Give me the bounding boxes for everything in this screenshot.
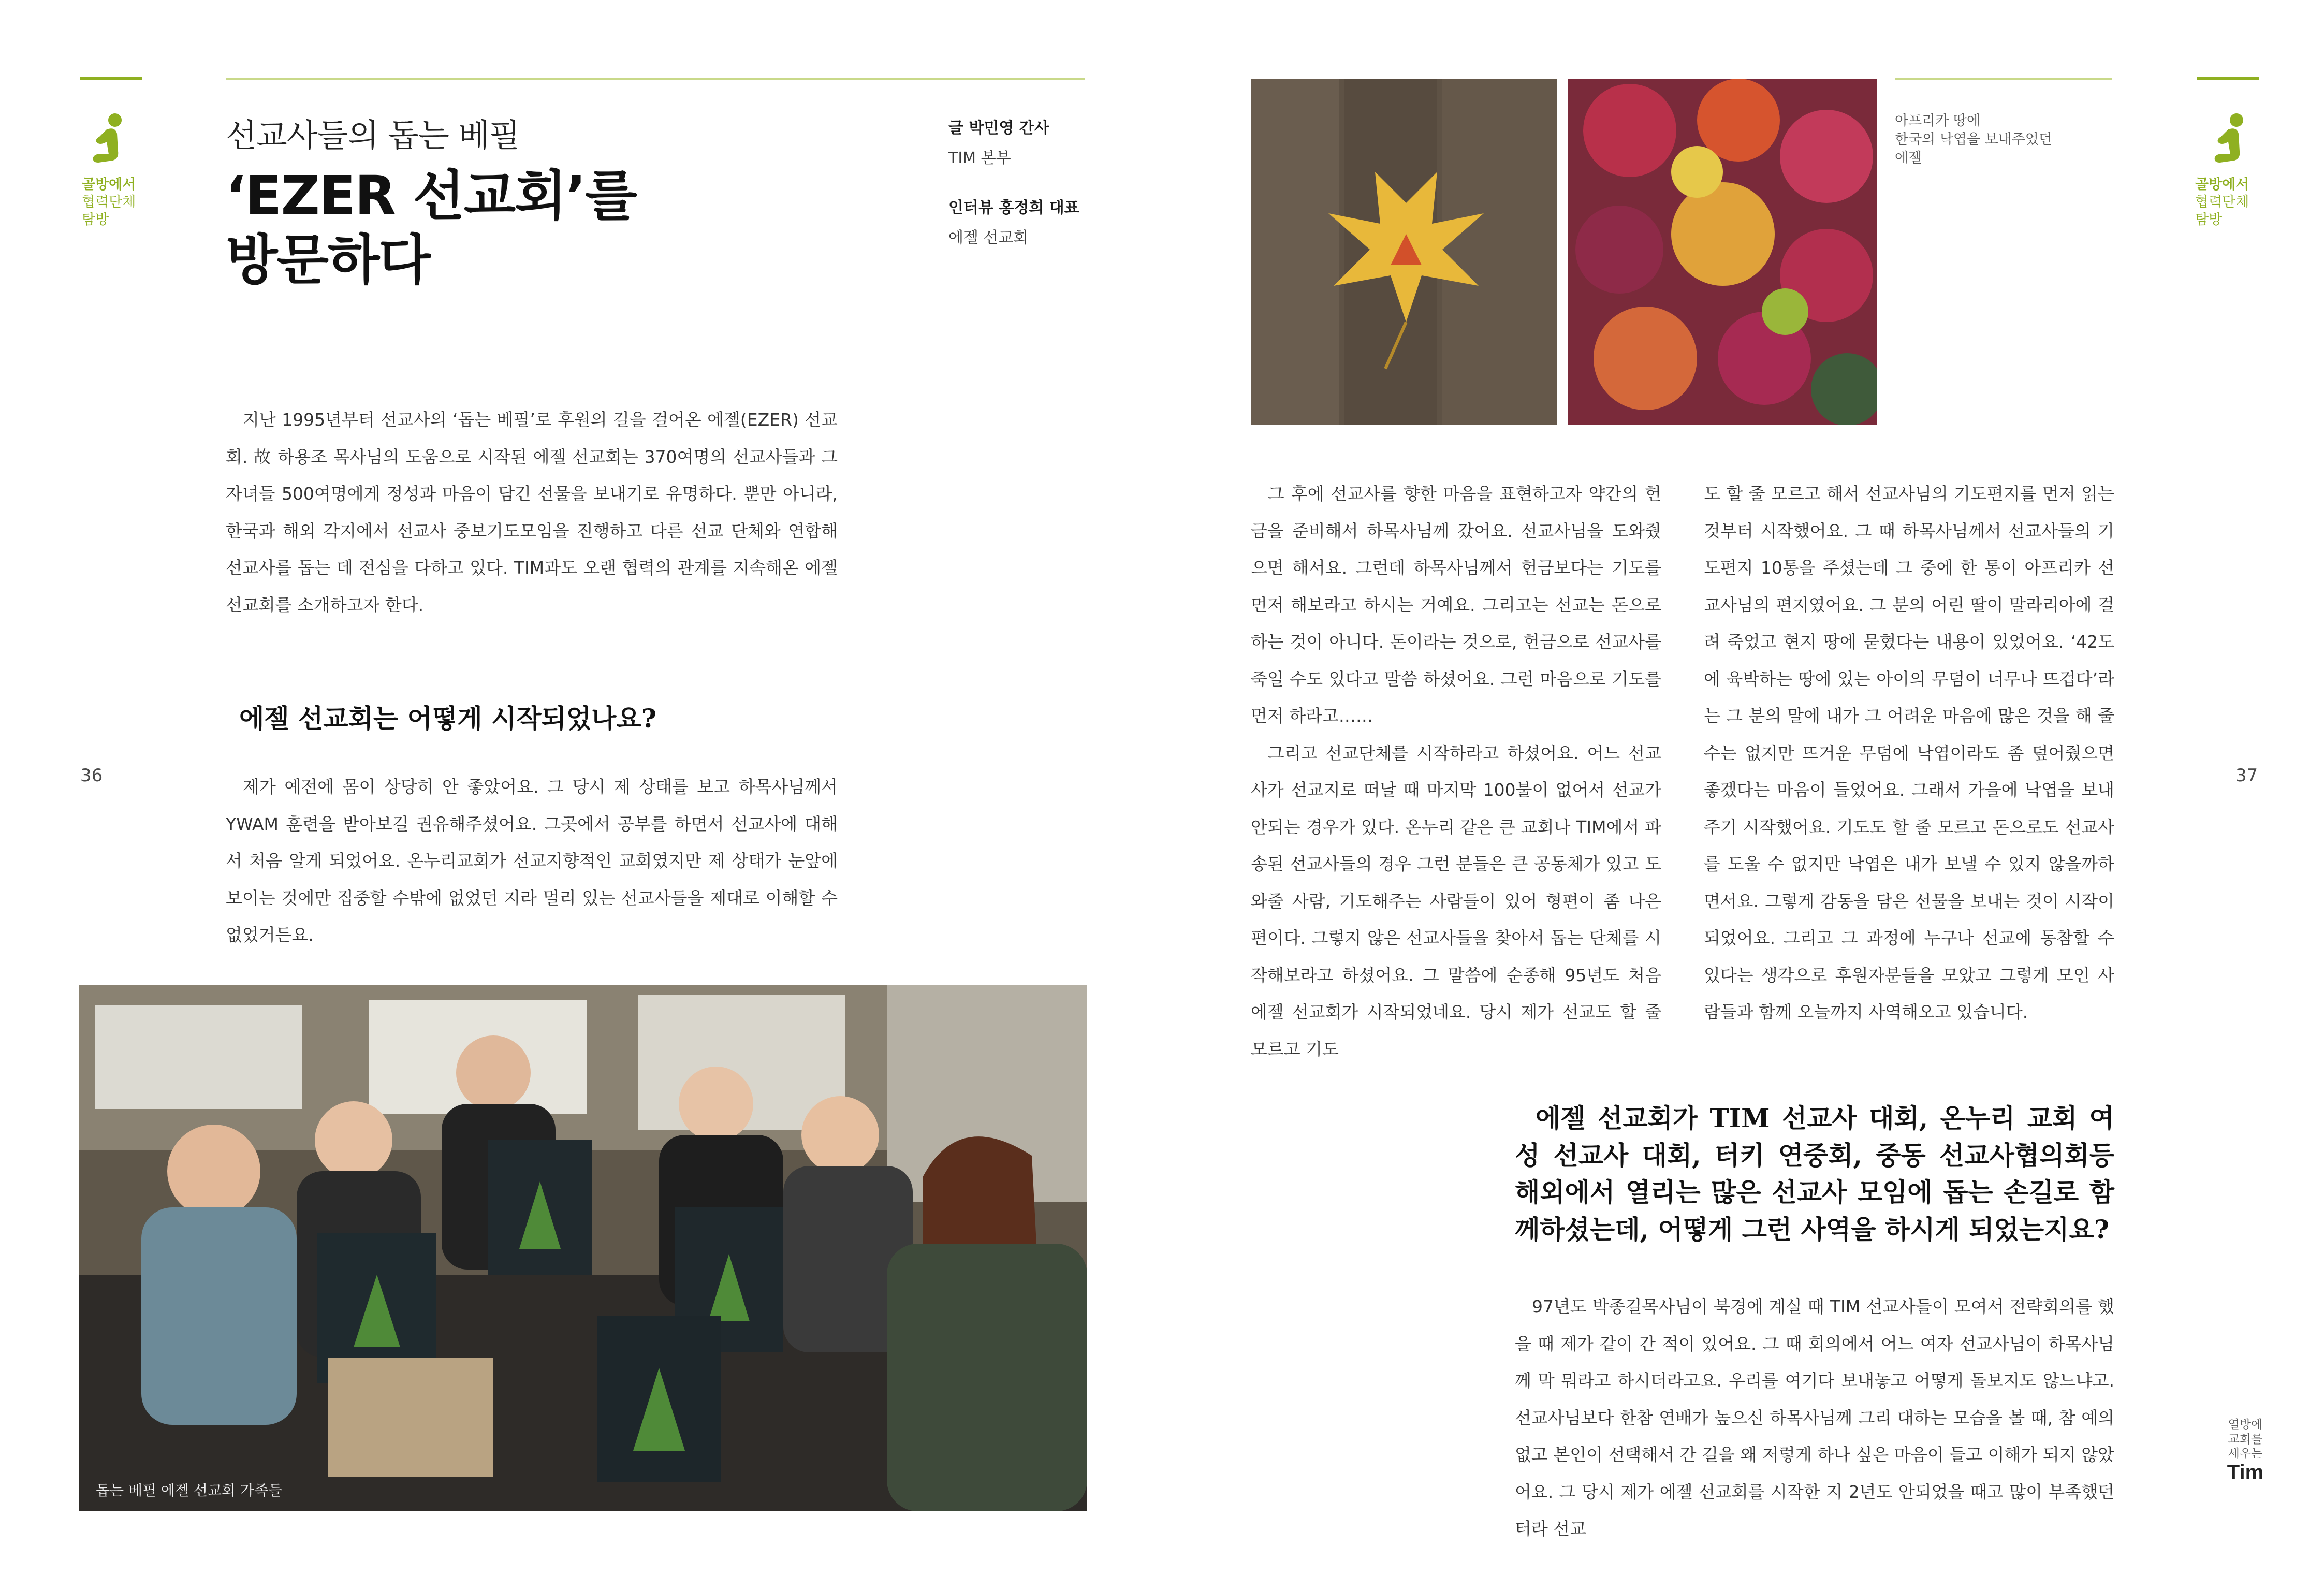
column-1-paragraph-2: 그리고 선교단체를 시작하라고 하셨어요. 어느 선교사가 선교지로 떠날 때 마지막 100불이 없어서 선교가 안되는 경우가 있다. 온누리 같은 큰 교회나 TIM에서 파송된 선교사들의 경우 그런 분들은 큰 공동체가 있고 도와줄 사람, 기도해주는 사람들이 있어 형편이 좀 나은 편이다. 그렇지 않은 선교사들을 찾아서 돕는 단체를 시작해보라고 하셨어요. 그 말씀에 순종해 95년도 처음 에젤 선교회가 시작되었네요. 당시 제가 선교도 할 줄 모르고 기도 (1251, 742, 1661, 1059)
column-2 (1704, 475, 2114, 1031)
kicker: 선교사들의 돕는 베필 (226, 116, 520, 154)
caption-line3: 에젤 (1895, 150, 1922, 166)
photo-caption-left: 돕는 베필 에젤 선교회 가족들 (96, 1482, 283, 1499)
section-label-line3: 탐방 (2195, 212, 2223, 228)
autumn-leaves-photo (1568, 79, 1877, 425)
tim-logo: Tim (2227, 1461, 2264, 1484)
section-label-line2: 협력단체 (2195, 194, 2249, 210)
autumn-leaves-image (1568, 79, 1877, 425)
title-line2: 방문하다 (226, 228, 430, 291)
section-rule-left (80, 77, 142, 80)
footer-line2: 교회를 (2228, 1433, 2263, 1446)
leaf-on-bench-photo (1251, 79, 1557, 425)
credits (948, 115, 1093, 247)
praying-figure-icon (2210, 113, 2251, 167)
intro-paragraph: 지난 1995년부터 선교사의 ‘돕는 베필’로 후원의 길을 걸어온 에젤(EZER) 선교회. 故 하용조 목사님의 도움으로 시작된 에젤 선교회는 370여명의 선교사들과 그 자녀들 500여명에게 정성과 마음이 담긴 선물을 보내기로 유명하다. 뿐만 아니라, 한국과 해외 각지에서 선교사 중보기도모임을 진행하고 다른 선교 단체와 연합해 선교사를 돕는 데 전심을 다하고 있다. TIM과도 오랜 협력의 관계를 지속해온 에젤 선교회를 소개하고자 한다. (226, 410, 838, 615)
column-1-paragraph-1: 그 후에 선교사를 향한 마음을 표현하고자 약간의 헌금을 준비해서 하목사님께 갔어요. 선교사님을 도와줬으면 해서요. 그런데 하목사님께서 헌금보다는 기도를 먼저 해보라고 하시는 거예요. 그리고는 선교는 돈으로 하는 것이 아니다. 돈이라는 것으로, 헌금으로 선교사를 죽일 수도 있다고 말씀 하셨어요. 그런 마음으로 기도를 먼저 하라고…… (1251, 484, 1661, 726)
footer-brand (2217, 1418, 2274, 1484)
interview-credit: 인터뷰 홍정희 대표 (948, 199, 1079, 217)
section-label-right (2195, 176, 2249, 229)
answer-2-paragraph: 97년도 박종길목사님이 북경에 계실 때 TIM 선교사들이 모여서 전략회의를 했을 때 제가 같이 간 적이 있어요. 그 때 회의에서 어느 여자 선교사님이 하목사님께 막 뭐라고 하시더라고요. 우리를 여기다 보내놓고 어떻게 돌보지도 않느냐고. 선교사님보다 한참 연배가 높으신 하목사님께 그리 대하는 모습을 볼 때, 참 예의 없고 본인이 선택해서 간 길을 왜 저렇게 하나 싶은 마음이 들고 이해가 되지 않았어요. 그 당시 제가 에젤 선교회를 시작한 지 2년도 안되었을 때고 많이 부족했던 터라 선교 (1515, 1296, 2114, 1539)
page-number-left: 36 (80, 765, 103, 786)
answer-2 (1515, 1288, 2114, 1548)
section-label-line1: 골방에서 (82, 177, 136, 193)
section-label-line3: 탐방 (82, 212, 109, 228)
section-label-left (82, 176, 136, 229)
page-number-right: 37 (2235, 765, 2258, 786)
interview-org: 에젤 선교회 (948, 229, 1029, 247)
caption-line1: 아프리카 땅에 (1895, 113, 1981, 129)
answer-1 (226, 768, 838, 954)
section-label-line2: 협력단체 (82, 194, 136, 210)
group-photo (79, 985, 1087, 1511)
answer-1-paragraph: 제가 예전에 몸이 상당히 안 좋았어요. 그 당시 제 상태를 보고 하목사님께서 YWAM 훈련을 받아보길 권유해주셨어요. 그곳에서 공부를 하면서 선교사에 대해서 처음 알게 되었어요. 온누리교회가 선교지향적인 교회였지만 제 상태가 눈앞에 보이는 것에만 집중할 수밖에 없었던 지라 멀리 있는 선교사들을 제대로 이해할 수 없었거든요. (226, 777, 838, 945)
writer-org: TIM 본부 (948, 149, 1011, 167)
column-1 (1251, 475, 1661, 1068)
writer-credit: 글 박민영 간사 (948, 119, 1049, 137)
question-2: 에젤 선교회가 TIM 선교사 대회, 온누리 교회 여성 선교사 대회, 터키 연중회, 중동 선교사협의회등 해외에서 열리는 많은 선교사 모임에 돕는 손길로 함께하셨는데, 어떻게 그런 사역을 하시게 되었는지요? (1515, 1103, 2114, 1245)
header-rule-right (1895, 78, 2112, 80)
group-photo-image (79, 985, 1087, 1511)
page-title (226, 164, 847, 292)
photo-caption-right (1895, 112, 2112, 168)
section-label-line1: 골방에서 (2195, 177, 2249, 193)
footer-line1: 열방에 (2228, 1418, 2263, 1432)
header-rule-left (226, 78, 1085, 80)
caption-line2: 한국의 낙엽을 보내주었던 (1895, 132, 2053, 148)
title-line1: ‘EZER 선교회’를 (226, 164, 636, 227)
question-1: 에젤 선교회는 어떻게 시작되었나요? (239, 703, 657, 734)
section-rule-right (2197, 77, 2259, 80)
intro-text (226, 401, 838, 623)
praying-figure-icon (88, 113, 129, 167)
footer-line3: 세우는 (2228, 1447, 2263, 1461)
leaf-on-bench-image (1251, 79, 1557, 425)
column-2-paragraph: 도 할 줄 모르고 해서 선교사님의 기도편지를 먼저 읽는 것부터 시작했어요. 그 때 하목사님께서 선교사들의 기도편지 10통을 주셨는데 그 중에 한 통이 아프리카 선교사님의 편지였어요. 그 분의 어린 딸이 말라리아에 걸려 죽었고 현지 땅에 묻혔다는 내용이 있었어요. ‘42도에 육박하는 땅에 있는 아이의 무덤이 너무나 뜨겁다’라는 그 분의 말에 내가 그 어려운 마음에 많은 것을 해 줄 수는 없지만 뜨거운 무덤에 낙엽이라도 좀 덮어줬으면 좋겠다는 마음이 들었어요. 그래서 가을에 낙엽을 보내주기 시작했어요. 기도도 할 줄 모르고 돈으로도 선교사를 도울 수 없지만 낙엽은 내가 보낼 수 있지 않을까하면서요. 그렇게 감동을 담은 선물을 보내는 것이 시작이 되었어요. 그리고 그 과정에 누구나 선교에 동참할 수 있다는 생각으로 후원자분들을 모았고 그렇게 모인 사람들과 함께 오늘까지 사역해오고 있습니다. (1704, 484, 2114, 1022)
